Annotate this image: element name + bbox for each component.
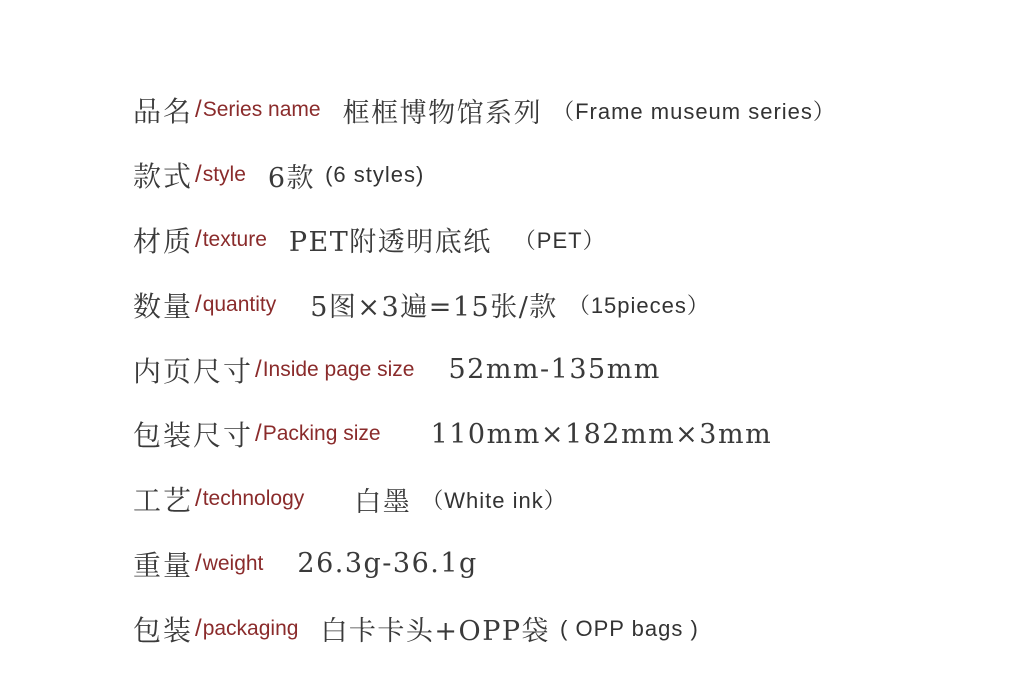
packaging-label-cn: 包装 [133, 613, 194, 647]
spec-row-series-name [133, 78, 1013, 143]
quantity-label-cn: 数量 [133, 289, 194, 323]
style-label-cn: 款式 [133, 160, 194, 194]
weight-value: 26.3g-36.1g [297, 548, 478, 580]
product-spec-sheet [133, 78, 1013, 661]
quantity-value-en: （15pieces） [567, 293, 710, 319]
quantity-label-en: quantity [202, 292, 277, 316]
label-separator: / [255, 420, 262, 448]
series-name-value-cn: 框框博物馆系列 [342, 97, 543, 129]
packaging-label-en: packaging [202, 616, 299, 640]
label-separator: / [195, 225, 202, 253]
spec-row-texture [133, 208, 1013, 273]
label-separator: / [255, 355, 262, 383]
series-name-value-en: （Frame museum series） [552, 98, 836, 124]
series-name-label-cn: 品名 [133, 95, 194, 129]
spec-row-packaging [133, 596, 1013, 661]
series-name-label-en: Series name [202, 98, 321, 122]
inside-page-size-label-cn: 内页尺寸 [133, 354, 254, 388]
inside-page-size-value: 52mm-135mm [448, 354, 661, 386]
packaging-value-cn: 白卡卡头+OPP袋 [320, 616, 551, 648]
style-label-en: style [202, 163, 246, 187]
texture-value-en: （PET） [513, 228, 606, 254]
label-separator: / [195, 549, 202, 577]
texture-value-cn: PET附透明底纸 [288, 227, 492, 259]
packing-size-label-cn: 包装尺寸 [133, 419, 254, 453]
spec-row-style [133, 143, 1013, 208]
style-value-en: (6 styles) [325, 162, 425, 188]
technology-value-cn: 白墨 [354, 486, 412, 518]
packing-size-value: 110mm×182mm×3mm [430, 418, 773, 450]
weight-label-cn: 重量 [133, 548, 194, 582]
style-value-cn: 6款 [267, 162, 316, 194]
spec-row-packing-size [133, 402, 1013, 467]
label-separator: / [195, 161, 202, 189]
spec-row-technology [133, 467, 1013, 532]
technology-label-en: technology [202, 487, 305, 511]
spec-row-weight [133, 532, 1013, 597]
quantity-value-cn: 5图×3遍=15张/款 [310, 292, 558, 324]
spec-row-inside-page-size [133, 337, 1013, 402]
packaging-value-en: ( OPP bags ) [560, 615, 699, 641]
technology-value-en: （White ink） [421, 487, 567, 513]
label-separator: / [195, 290, 202, 318]
label-separator: / [195, 614, 202, 642]
texture-label-en: texture [202, 227, 267, 251]
technology-label-cn: 工艺 [133, 484, 194, 518]
texture-label-cn: 材质 [133, 224, 194, 258]
packing-size-label-en: Packing size [262, 422, 381, 446]
label-separator: / [195, 96, 202, 124]
inside-page-size-label-en: Inside page size [262, 357, 415, 381]
label-separator: / [195, 485, 202, 513]
weight-label-en: weight [202, 551, 264, 575]
spec-row-quantity [133, 272, 1013, 337]
